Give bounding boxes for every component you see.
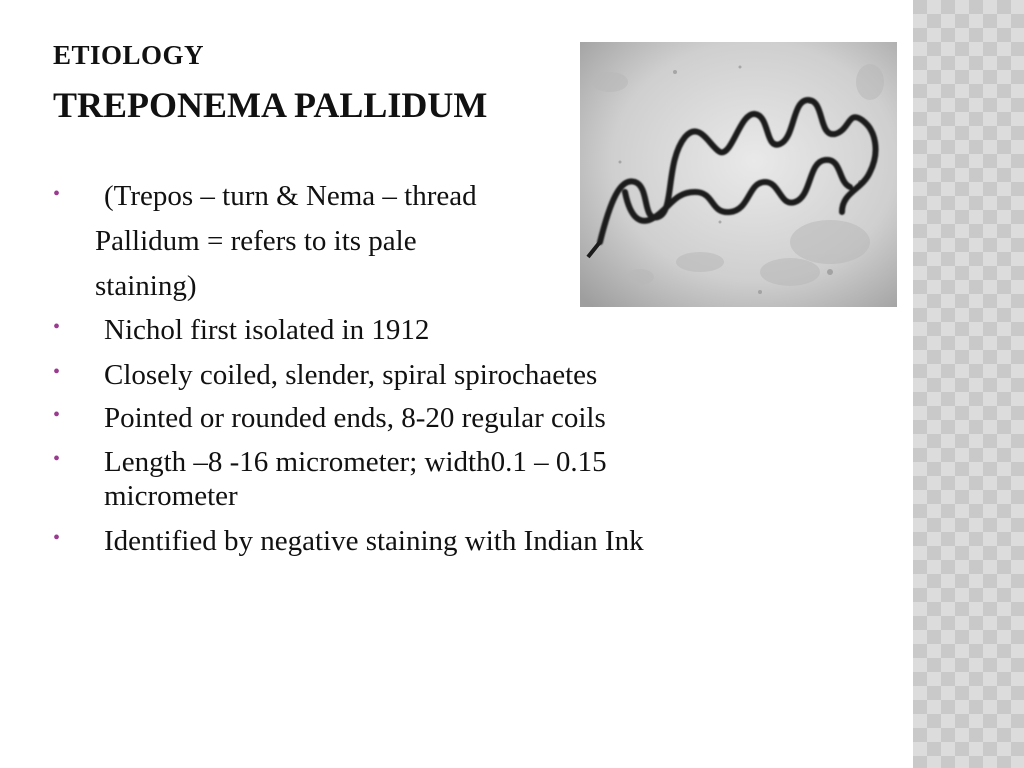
bullet-marker: • [53, 448, 61, 470]
bullet-4: Pointed or rounded ends, 8-20 regular coils [104, 402, 606, 434]
decorative-side-pattern [913, 0, 1024, 768]
bullet-marker: • [53, 183, 61, 205]
bullet-2: Nichol first isolated in 1912 [104, 314, 430, 346]
bullet-marker: • [53, 527, 61, 549]
bullet-marker: • [53, 361, 61, 383]
bullet-5-line-1: Length –8 -16 micrometer; width0.1 – 0.15 [104, 446, 607, 478]
bullet-marker: • [53, 316, 61, 338]
bullet-3: Closely coiled, slender, spiral spirochaetes [104, 359, 598, 391]
slide-title: TREPONEMA PALLIDUM [53, 85, 488, 125]
bullet-1-line-3: staining) [95, 270, 197, 302]
section-heading: ETIOLOGY [53, 40, 205, 70]
bullet-5-line-2: micrometer [104, 480, 238, 512]
bullet-6: Identified by negative staining with Indian Ink [104, 525, 644, 557]
bullet-1-line-1: (Trepos – turn & Nema – thread [104, 180, 477, 212]
spirochete-micrograph [580, 42, 897, 307]
bullet-marker: • [53, 404, 61, 426]
bullet-1-line-2: Pallidum = refers to its pale [95, 225, 417, 257]
